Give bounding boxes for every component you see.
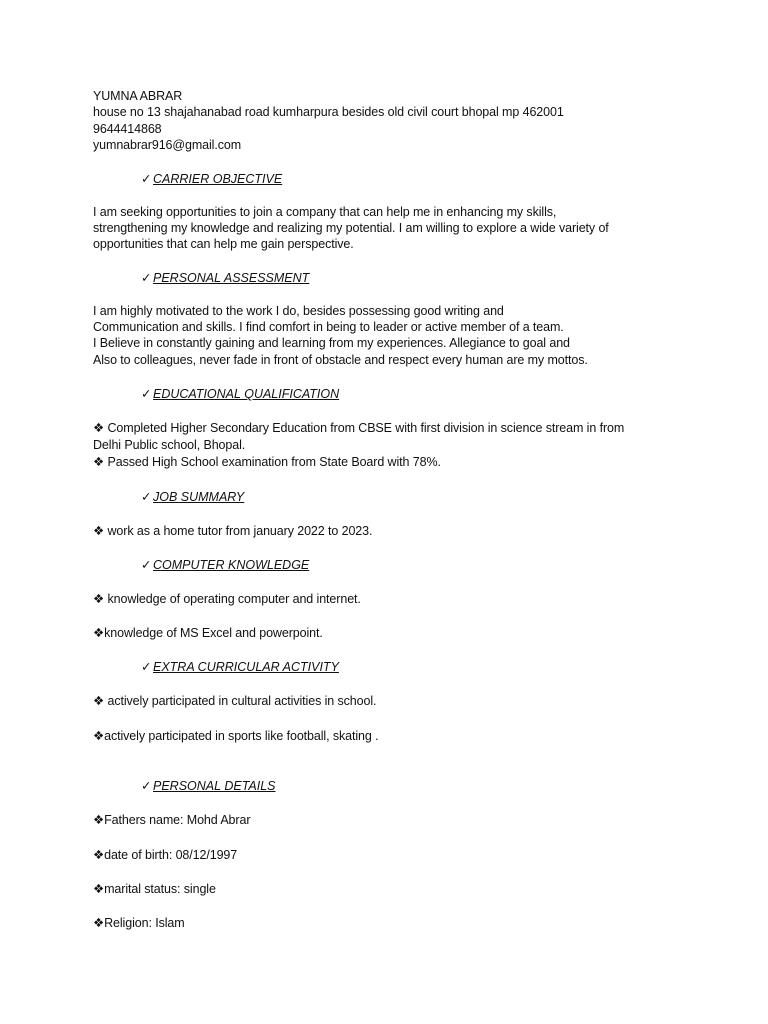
checkmark-icon: ✓ <box>141 387 152 401</box>
objective-line: strengthening my knowledge and realizing my potential. I am willing to explore a wide variety of <box>93 221 609 235</box>
education-line: ❖ Completed Higher Secondary Education from CBSE with first division in science stream in from <box>93 421 625 435</box>
computer-line: ❖ knowledge of operating computer and internet. <box>93 592 361 606</box>
applicant-address: house no 13 shajahanabad road kumharpura besides old civil court bhopal mp 462001 <box>93 105 564 119</box>
assessment-line: I Believe in constantly gaining and learning from my experiences. Allegiance to goal and <box>93 336 570 350</box>
checkmark-icon: ✓ <box>141 660 152 674</box>
applicant-name: YUMNA ABRAR <box>93 89 183 103</box>
assessment-line: Also to colleagues, never fade in front of obstacle and respect every human are my mottos. <box>93 353 588 367</box>
section-heading-personal <box>141 778 276 794</box>
checkmark-icon: ✓ <box>141 271 152 285</box>
applicant-email: yumnabrar916@gmail.com <box>93 138 242 152</box>
extra-line: ❖actively participated in sports like football, skating . <box>93 729 379 743</box>
assessment-line: I am highly motivated to the work I do, besides possessing good writing and <box>93 304 504 318</box>
checkmark-icon: ✓ <box>141 490 152 504</box>
education-line: ❖ Passed High School examination from State Board with 78%. <box>93 455 441 469</box>
applicant-phone: 9644414868 <box>93 122 162 136</box>
checkmark-icon: ✓ <box>141 172 152 186</box>
personal-detail-line: ❖marital status: single <box>93 882 216 896</box>
section-title: JOB SUMMARY <box>153 490 245 504</box>
section-title: EDUCATIONAL QUALIFICATION <box>153 387 340 401</box>
section-heading-objective <box>141 171 282 187</box>
assessment-line: Communication and skills. I find comfort in being to leader or active member of a team. <box>93 320 564 334</box>
section-heading-assessment <box>141 270 309 286</box>
section-heading-extra <box>141 659 339 675</box>
section-heading-job <box>141 489 244 505</box>
checkmark-icon: ✓ <box>141 558 152 572</box>
section-title: PERSONAL ASSESSMENT <box>153 271 310 285</box>
section-title: COMPUTER KNOWLEDGE <box>153 558 310 572</box>
personal-detail-line: ❖Religion: Islam <box>93 916 185 930</box>
section-title: EXTRA CURRICULAR ACTIVITY <box>153 660 339 674</box>
computer-line: ❖knowledge of MS Excel and powerpoint. <box>93 626 323 640</box>
section-heading-computer <box>141 557 309 573</box>
job-line: ❖ work as a home tutor from january 2022 to 2023. <box>93 524 373 538</box>
personal-detail-line: ❖Fathers name: Mohd Abrar <box>93 813 251 827</box>
education-line: Delhi Public school, Bhopal. <box>93 438 246 452</box>
objective-line: opportunities that can help me gain perspective. <box>93 237 354 251</box>
section-title: PERSONAL DETAILS <box>153 779 276 793</box>
personal-detail-line: ❖date of birth: 08/12/1997 <box>93 848 238 862</box>
objective-line: I am seeking opportunities to join a company that can help me in enhancing my skills, <box>93 205 557 219</box>
extra-line: ❖ actively participated in cultural activities in school. <box>93 694 377 708</box>
section-title: CARRIER OBJECTIVE <box>153 172 283 186</box>
section-heading-education <box>141 386 339 402</box>
checkmark-icon: ✓ <box>141 779 152 793</box>
